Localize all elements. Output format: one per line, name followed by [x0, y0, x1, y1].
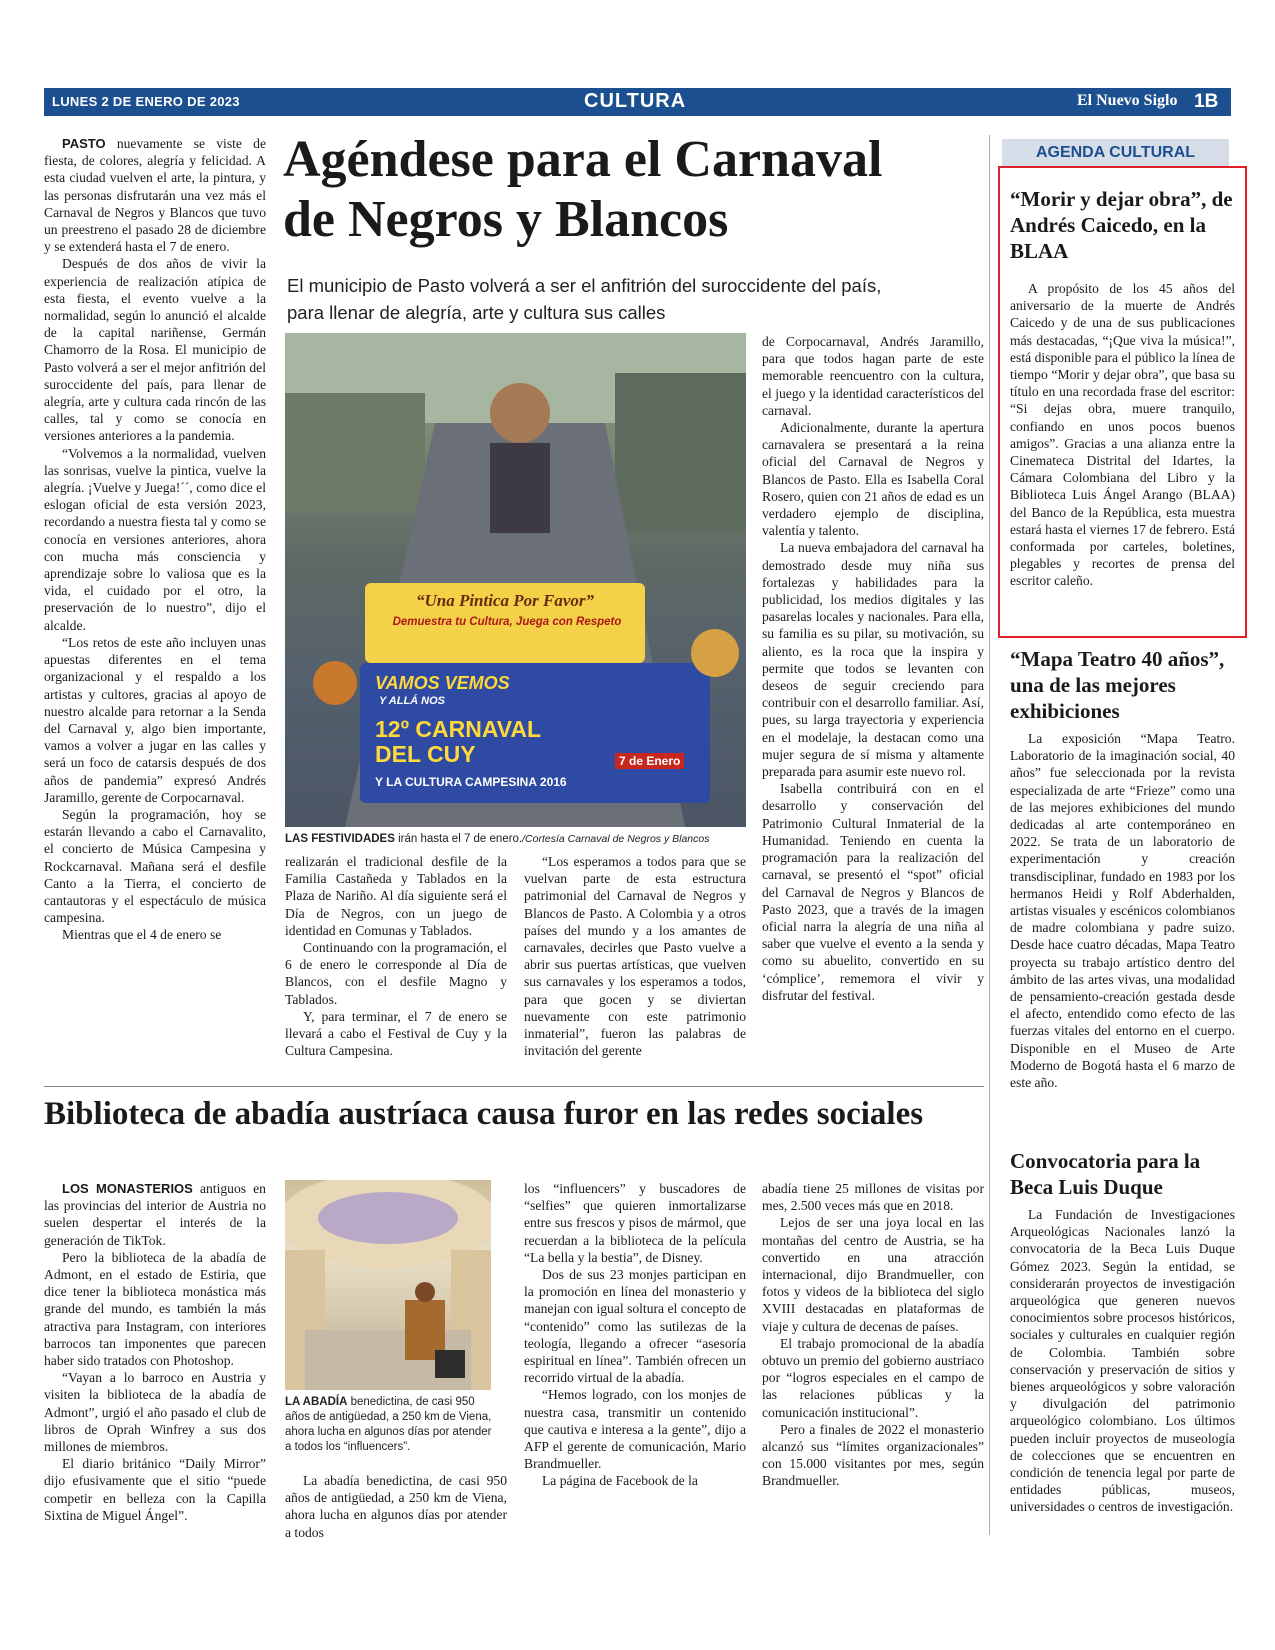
- agenda-item-3-title: Convocatoria para la Beca Luis Duque: [1010, 1149, 1201, 1199]
- main-subtitle-line-2: para llenar de alegría, arte y cultura sus calles: [287, 302, 666, 323]
- main-headline-line-2: de Negros y Blancos: [283, 191, 729, 248]
- agenda-item-1-text-block: [1010, 280, 1235, 625]
- main-col4-para-2: Adicionalmente, durante la apertura carnavalera se presentará a la reina oficial del Carnaval de Negros y Blancos de Pasto. Ella es Isabella Coral Rosero, quien con 21 años de edad es un verdadero ejemplo de disciplina, valentía y talento.: [762, 420, 984, 539]
- main-col1-para-2: Después de dos años de vivir la experiencia de realización atípica de esta fiesta, el evento vuelve a la normalidad, según lo anunció el alcalde de la capital nariñense, Germán Chamorro de la Rosa. El municipio de Pasto volverá a ser el mejor anfitrión del suroccidente del país, para llenar de alegría, arte y cultura cada rincón de las calles, tal y como se conocía en versiones anteriores a la pandemia.: [44, 256, 266, 444]
- main-col4-para-3: La nueva embajadora del carnaval ha demostrado desde muy niña sus fortalezas y habilidades para la publicidad, los medios digitales y las pasarelas locales y nacionales. Para ella, su familia es su pilar, su motivación, su aliento, es la roca que la inspira y permite que todos se levanten con deseos de seguir creciendo para contribuir con el desarrollo familiar. Así, pues, su larga trayectoria y experiencia en el modelaje, la destacan como una mujer segura de sí misma y altamente preparada para asumir este nuevo rol.: [762, 540, 984, 780]
- main-col3-para-1: “Los esperamos a todos para que se vuelvan parte de esta estructura patrimonial del Carnaval de Negros y Blancos de Pasto. A Colombia y a otros países del mundo y a los amantes de carnavales, decirles que Pasto vuelve a abrir sus puertas artísticas, que vuelven sus carnavales y los esperamos a todos, para que gocen y se diviertan nuevamente con este patrimonio inmaterial”, fueron las palabras de invitación del gerente: [524, 854, 746, 1059]
- main-col4-para-1: de Corpocarnaval, Andrés Jaramillo, para que todos hagan parte de este memorable reencuentro con la cultura, el juego y la identidad característicos del carnaval.: [762, 334, 984, 418]
- second-article-column-4: [762, 1180, 984, 1540]
- main-col1-para-6: Mientras que el 4 de enero se: [62, 927, 222, 943]
- agenda-item-2-text: La exposición “Mapa Teatro. Laboratorio de la imaginación social, 40 años” fue seleccionada por la revista especializada de arte “Frieze” como una de las mejores exhibiciones del mundo dedicadas al arte contemporáneo en 2022. Se trata de un laboratorio de experimentación y creación transdisciplinar, fundado en 1983 por los hermanos Heidi y Rolf Abderhalden, artistas visuales y escénicos colombianos de madre colombiana y padre suizo. Desde hace cuatro décadas, Mapa Teatro proyecta su trabajo artístico dentro del ámbito de las artes vivas, una modalidad de pensamiento-creación gestada desde el afecto, entendido como efecto de las fuerzas vitales del entorno en el cuerpo. Disponible en el Museo de Arte Moderno de Bogotá hasta el 6 marzo de este año.: [1010, 731, 1235, 1091]
- second-caption-text: benedictina, de casi 950 años de antigüedad, a 250 km de Viena, ahora lucha en algunos días por atender a todos los “influencers”.: [285, 1396, 492, 1453]
- second-col2-para-1: La abadía benedictina, de casi 950 años de antigüedad, a 250 km de Viena, ahora lucha en algunos días por atender a todos: [285, 1473, 507, 1540]
- second-col1-para-4: El diario británico “Daily Mirror” dijo efusivamente que el sitio “puede competir en belleza con la Capilla Sixtina de Miguel Ángel”.: [44, 1456, 266, 1523]
- main-article-column-2: [285, 853, 507, 1073]
- second-article-column-2: [285, 1472, 507, 1542]
- second-col4-para-4: Pero a finales de 2022 el monasterio alcanzó sus “límites organizacionales” con 15.000 visitantes por mes, según Brandmueller.: [762, 1421, 984, 1489]
- photo-banner-1: “Una Pintica Por Favor”: [415, 591, 595, 610]
- second-article-column-1: [44, 1180, 266, 1540]
- section-name: CULTURA: [584, 90, 687, 112]
- main-col2-para-1: realizarán el tradicional desfile de la Familia Castañeda y Tablados en la Plaza de Nariño. Al día siguiente será el Día de Negros, con un juego de identidad en Comunas y Tablados.: [285, 854, 507, 938]
- second-col3-para-1: los “influencers” y buscadores de “selfies” que quieren inmortalizarse entre sus frescos y pisos de mármol, que recuerdan a la biblioteca de la película “La bella y la bestia”, de Disney.: [524, 1181, 746, 1265]
- issue-date: LUNES 2 DE ENERO DE 2023: [52, 94, 240, 109]
- article-divider: [44, 1086, 984, 1087]
- newspaper-name: El Nuevo Siglo: [1077, 92, 1178, 109]
- second-col3-para-3: “Hemos logrado, con los monjes de nuestra casa, transmitir un contenido que cautiva e interesa a la gente”, dijo a AFP el gerente de comunicación, Mario Brandmueller.: [524, 1387, 746, 1472]
- photo-banner-2-e: 7 de Enero: [615, 753, 684, 769]
- page-number: 1B: [1194, 91, 1219, 112]
- carnival-parade-photo: [285, 333, 746, 827]
- main-headline: [283, 130, 973, 250]
- second-col1-para-1: antiguos en las provincias del interior de Austria no suelen despertar el interés de la generación de TikTok.: [44, 1181, 266, 1248]
- agenda-item-2-title: “Mapa Teatro 40 años”, una de las mejores exhibiciones: [1010, 647, 1225, 723]
- main-article-column-3: [524, 853, 746, 1073]
- main-article-column-4: [762, 333, 984, 1075]
- sidebar-divider: [989, 135, 990, 1535]
- agenda-item-3-text: La Fundación de Investigaciones Arqueológicas Nacionales lanzó la convocatoria de la Beca Luis Duque Gómez 2023. Según la entidad, se considerarán proyectos de investigación arqueológica que generen nuevos conocimientos sobre procesos históricos, sociales y culturales en cualquier región de Colombia. También sobre conservación y preservación de sitios y bienes arqueológicos y sobre valoración y divulgación del patrimonio arqueológico colombiano. Los últimos pueden incluir proyectos de museología de colecciones que se encuentren en condición de tenencia legal por parte de entidades públicas, museos, universidades o centros de investigación.: [1010, 1207, 1235, 1515]
- second-col4-para-2: Lejos de ser una joya local en las montañas del centro de Austria, se ha convertido en una atracción internacional, dijo Brandmueller, con fotos y videos de la biblioteca del siglo XVIII destacadas en plataformas de viaje y cultura de decenas de países.: [762, 1215, 984, 1334]
- main-article-column-1: [44, 135, 266, 1085]
- second-col1-para-3: “Vayan a lo barroco en Austria y visiten la biblioteca de la abadía de Admont”, urgió el año pasado el club de libros de Oprah Winfrey a sus dos millones de miembros.: [44, 1370, 266, 1455]
- second-col4-para-3: El trabajo promocional de la abadía obtuvo un premio del gobierno austriaco por “logros especiales en el campo de las relaciones públicas y la comunicación institucional”.: [762, 1335, 984, 1420]
- main-caption-text: irán hasta el 7 de enero.: [394, 833, 523, 845]
- main-subtitle-line-1: El municipio de Pasto volverá a ser el anfitrión del suroccidente del país,: [287, 275, 882, 296]
- main-lead-word: PASTO: [62, 136, 106, 151]
- photo-banner-2-d: Y LA CULTURA CAMPESINA 2016: [375, 775, 567, 789]
- main-col4-para-4: Isabella contribuirá con en el desarrollo y conservación del Patrimonio Cultural Inmaterial de la Humanidad. Teniendo en cuenta la programación para la realización del carnaval, se presentó el “spot” oficial del Carnaval de Negros y Blancos de Pasto 2023, que a través de la imagen oficial narra la alegría de una niña al saber que vuelve el evento a la senda y como su abuelito, convertido en su ‘cómplice’, rememora el vivir y disfrutar del festival.: [762, 781, 984, 1003]
- photo-banner-2-c: 12º CARNAVAL DEL CUY: [375, 716, 541, 767]
- main-caption-lead: LAS FESTIVIDADES: [285, 833, 395, 845]
- agenda-item-2-text-block: [1010, 730, 1235, 1130]
- agenda-cultural-label: AGENDA CULTURAL: [1002, 139, 1229, 167]
- main-col1-para-5: Según la programación, hoy se estarán llevando a cabo el Carnavalito, el concierto de Música Campesina y Rockcarnaval. Mañana será el desfile Canto a la Tierra, el concierto de cantautoras y el espectáculo de música campesina.: [44, 806, 266, 926]
- main-subtitle: [287, 272, 987, 326]
- second-headline: Biblioteca de abadía austríaca causa furor en las redes sociales: [44, 1096, 924, 1132]
- second-col4-para-1: abadía tiene 25 millones de visitas por mes, 2.500 veces más que en 2018.: [762, 1181, 984, 1214]
- agenda-item-1-title: “Morir y dejar obra”, de Andrés Caicedo, en la BLAA: [1010, 187, 1233, 263]
- main-col1-para-1: nuevamente se viste de fiesta, de colores, alegría y felicidad. A esta ciudad vuelven el arte, la pintura, y las personas disfrutarán una vez más el Carnaval de Negros y Blancos que tuvo un preestreno el pasado 28 de diciembre y se extenderá hasta el 7 de enero.: [44, 136, 266, 255]
- second-caption-lead: LA ABADÍA: [285, 1396, 348, 1408]
- agenda-item-3-text-block: [1010, 1206, 1235, 1551]
- main-photo-credit: /Cortesía Carnaval de Negros y Blancos: [522, 833, 710, 845]
- photo-banner-2-a: VAMOS VEMOS: [375, 673, 510, 693]
- second-lead-word: LOS MONASTERIOS: [62, 1181, 193, 1196]
- second-col1-para-2: Pero la biblioteca de la abadía de Admont, en el estado de Estiria, que dice tener la biblioteca monástica más grande del mundo, es también la más atractiva para Instagram, con interiores barrocos tan imponentes que parecen haber sido tratados con Photoshop.: [44, 1249, 266, 1369]
- main-headline-line-1: Agéndese para el Carnaval: [283, 131, 883, 188]
- photo-banner-1-sub: Demuestra tu Cultura, Juega con Respeto: [392, 616, 622, 628]
- main-photo-caption: [285, 832, 755, 847]
- abbey-library-photo: [285, 1180, 491, 1390]
- second-col3-para-2: Dos de sus 23 monjes participan en la promoción en línea del monasterio y manejan con igual soltura el concepto de “contenido” como las sutilezas de la teología, llegando a ofrecer “asesoría espiritual en línea”. También ofrecen un recorrido virtual de la abadía.: [524, 1267, 746, 1386]
- main-col1-para-3: “Volvemos a la normalidad, vuelven las sonrisas, vuelve la pintica, vuelve la alegría. ¡Vuelve y Juega!´´, como dice el eslogan oficial de esta versión 2023, recordando a nuestra fiesta tal y como se conocía en versiones anteriores, ahora con mucha más consciencia y aprendizaje sobre lo valiosa que es la vida, el cuidado por el otro, la preservación de lo nuestro”, dijo el alcalde.: [44, 445, 266, 633]
- second-article-column-3: [524, 1180, 746, 1540]
- header-bar: [44, 88, 1231, 116]
- main-col1-para-4: “Los retos de este año incluyen unas apuestas diferentes en el tema organizacional y el respaldo a los artistas y cultores, gracias al apoyo de nuestro alcalde para retornar a la Senda del Carnaval y, algo bien importante, vamos a volver a jugar en las calles y será un foco de catarsis después de dos años de pandemia” expresó Andrés Jaramillo, gerente de Corpocarnaval.: [44, 634, 266, 805]
- main-col2-para-2: Continuando con la programación, el 6 de enero le corresponde al Día de Blancos, con el desfile Magno y Tablados.: [285, 940, 507, 1007]
- main-col2-para-3: Y, para terminar, el 7 de enero se llevará a cabo el Festival de Cuy y la Cultura Campesina.: [285, 1008, 507, 1059]
- agenda-item-1-text: A propósito de los 45 años del aniversario de la muerte de Andrés Caicedo y de una de sus publicaciones más destacadas, “¡Que viva la música!”, está disponible para el público la línea de tiempo “Morir y dejar obra”, que basa su título en una recordada frase del escritor: “Si dejas obra, muere tranquilo, confiando en unos pocos buenos amigos”. Gracias a una alianza entre la Cinemateca Distrital del Idartes, la Cámara Colombiana del Libro y la Biblioteca Luis Ángel Arango (BLAA) del Banco de la República, esta muestra estará hasta el viernes 17 de febrero. Está conformada por carteles, boletines, plegables y recortes de prensa del escritor caleño.: [1010, 281, 1235, 589]
- photo-banner-2-b: Y ALLÁ NOS: [379, 695, 446, 707]
- second-col3-para-4: La página de Facebook de la: [542, 1473, 698, 1489]
- second-photo-caption: [285, 1395, 495, 1455]
